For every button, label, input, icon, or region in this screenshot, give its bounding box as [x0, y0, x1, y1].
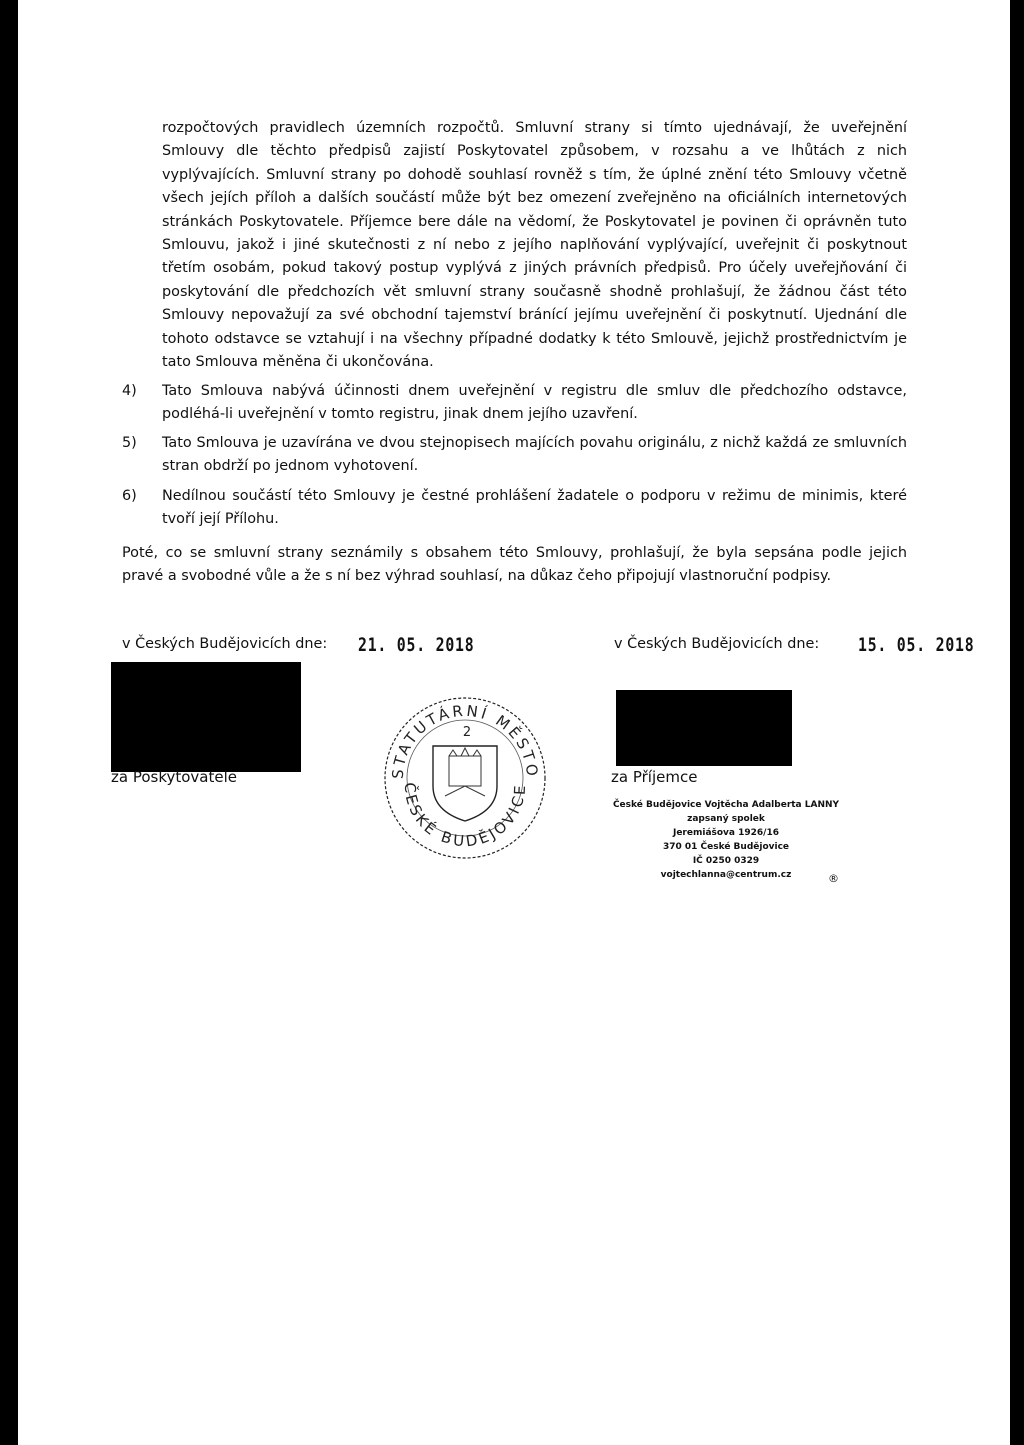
stamp-line: České Budějovice Vojtěcha Adalberta LANNY — [612, 800, 840, 810]
coat-of-arms-icon — [433, 746, 497, 821]
stamp-line: 370 01 České Budějovice — [662, 842, 790, 852]
svg-text:STATUTÁRNÍ MĚSTO — [389, 702, 542, 780]
seal-number: 2 — [462, 725, 472, 740]
document-page — [18, 0, 1010, 1445]
stamp-line: vojtechlanna@centrum.cz — [660, 870, 792, 880]
stamp-line: IČ 0250 0329 — [692, 856, 760, 866]
right-place-date-label: v Českých Budějovicích dne: — [614, 636, 820, 652]
item-number: 6) — [122, 488, 137, 504]
stamp-line: zapsaný spolek — [687, 814, 765, 824]
svg-text:ČESKÉ BUDĚJOVICE — [401, 782, 530, 851]
item-number: 4) — [122, 383, 137, 399]
redacted-signature-right — [616, 690, 792, 766]
paragraph-closing — [122, 542, 907, 589]
left-date-stamp: 21. 05. 2018 — [358, 634, 475, 656]
right-date-stamp: 15. 05. 2018 — [858, 634, 975, 656]
paragraph-closing-text: Poté, co se smluvní strany seznámily s obsahem této Smlouvy, prohlašují, že byla sepsána podle jejich pravé a svobodné vůle a že s ní bez výhrad souhlasí, na důkaz čeho připojují vlastnoruční podpisy. — [122, 545, 907, 585]
item-number: 5) — [122, 435, 137, 451]
stamp-line: Jeremiášova 1926/16 — [672, 828, 779, 838]
right-role-label: za Příjemce — [611, 768, 698, 786]
item-text: Tato Smlouva je uzavírána ve dvou stejnopisech majících povahu originálu, z nichž každá ze smluvních stran obdrží po jednom vyhotovení. — [162, 435, 907, 475]
registered-mark-icon: ® — [828, 872, 839, 885]
recipient-stamp — [606, 798, 846, 882]
paragraph-continuation-text: rozpočtových pravidlech územních rozpočtů. Smluvní strany si tímto ujednávají, že uveřejnění Smlouvy dle těchto předpisů zajistí Poskytovatel způsobem, v rozsahu a ve lhůtách z nich vyplývajících. Smluvní strany po dohodě souhlasí rovněž s tím, že úplné znění této Smlouvy včetně všech jejích příloh a dalších součástí může být bez omezení zveřejněno na oficiálních internetových stránkách Poskytovatele. Příjemce bere dále na vědomí, že Poskytovatel je povinen či oprávněn tuto Smlouvu, jakož i jiné skutečnosti z ní nebo z jejího naplňování vyplývající, uveřejnit či poskytnout třetím osobám, pokud takový postup vyplývá z jiných právních předpisů. Pro účely uveřejňování či poskytování dle předchozích vět smluvní strany současně shodně prohlašují, že žádnou část této Smlouvy nepovažují za své obchodní tajemství bránící jejímu uveřejnění či poskytnutí. Ujednání dle tohoto odstavce se vztahují i na všechny případné dodatky k této Smlouvě, jejichž prostřednictvím je tato Smlouva měněna či ukončována. — [162, 120, 907, 371]
item-text: Tato Smlouva nabývá účinnosti dnem uveřejnění v registru dle smluv dle předchozího odstavce, podléhá-li uveřejnění v tomto registru, jinak dnem jejího uzavření. — [162, 383, 907, 423]
item-text: Nedílnou součástí této Smlouvy je čestné prohlášení žadatele o podporu v režimu de minimis, které tvoří její Přílohu. — [162, 488, 907, 528]
left-place-date-label: v Českých Budějovicích dne: — [122, 636, 328, 652]
redacted-signature-left — [111, 662, 301, 772]
seal-text-bottom: ČESKÉ BUDĚJOVICE — [400, 781, 530, 851]
paragraph-continuation — [162, 117, 907, 374]
left-role-label: za Poskytovatele — [111, 768, 237, 786]
official-seal — [375, 686, 555, 866]
seal-text-top: STATUTÁRNÍ MĚSTO — [388, 701, 542, 780]
